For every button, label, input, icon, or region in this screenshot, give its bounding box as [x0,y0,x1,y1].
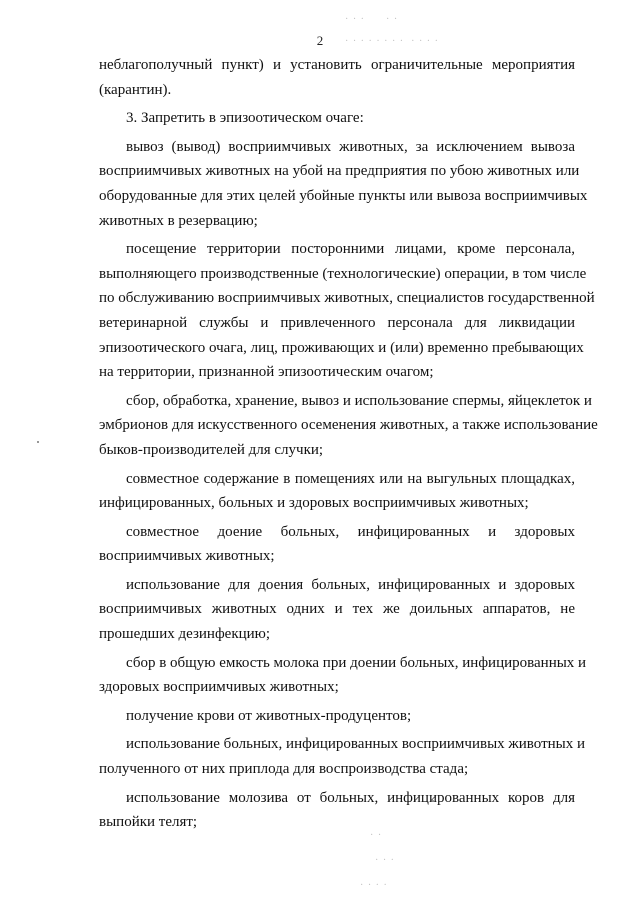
bleed-through-mark: · · · · [360,880,388,891]
text-line: вывоз (вывод) восприимчивых животных, за исключением вывоза [126,138,575,155]
speck [37,441,39,443]
text-line: неблагополучный пункт) и установить ограничительные мероприятия [99,57,575,73]
text-line: оборудованные для этих целей убойные пункты или вывоза восприимчивых [99,187,588,204]
text-line: использование больных, инфицированных восприимчивых животных и [126,736,586,753]
text-line: выпойки телят; [99,814,198,831]
text-line: использование для доения больных, инфицированных и здоровых [126,576,575,593]
text-line: 3. Запретить в эпизоотическом очаге: [126,110,364,127]
text-line: инфицированных, больных и здоровых восприимчивых животных; [99,495,529,512]
text-line: сбор в общую емкость молока при доении больных, инфицированных и [126,654,587,671]
text-line: прошедших дезинфекцию; [99,626,271,643]
text-line: восприимчивых животных одних и тех же доильных аппаратов, не [99,601,575,618]
text-line: полученного от них приплода для воспроизводства стада; [99,761,469,778]
text-line: (карантин). [99,81,172,98]
bleed-through-mark: · · · [375,855,395,866]
text-line: эмбрионов для искусственного осеменения животных, а также использование [99,417,598,434]
text-line: использование молозива от больных, инфицированных коров для [126,789,575,806]
text-line: эпизоотического очага, лиц, проживающих и (или) временно пребывающих [99,339,584,356]
text-line: восприимчивых животных; [99,548,275,565]
page-number: 2 [316,33,324,48]
bleed-through-mark: · · · · · [345,14,399,25]
text-line: животных в резервацию; [99,212,258,229]
bleed-through-mark: · · · · · · · · · · · · [345,36,439,47]
text-line: по обслуживанию восприимчивых животных, специалистов государственной [99,290,595,307]
document-body [99,53,598,835]
text-line: получение крови от животных-продуцентов; [126,707,412,724]
text-line: ветеринарной службы и привлеченного персонала для ликвидации [99,314,575,331]
text-line: совместное содержание в помещениях или на выгульных площадках, [126,470,575,487]
bleed-through-mark: · · [370,830,383,841]
text-line: совместное доение больных, инфицированных и здоровых [126,523,575,540]
text-line: посещение территории посторонними лицами, кроме персонала, [126,241,575,258]
text-line: здоровых восприимчивых животных; [99,679,339,696]
text-line: быков-производителей для случки; [99,441,324,458]
text-line: восприимчивых животных на убой на предприятия по убою животных или [99,163,580,180]
text-line: сбор, обработка, хранение, вывоз и использование спермы, яйцеклеток и [126,392,592,409]
text-line: выполняющего производственные (технологические) операции, в том числе [99,265,587,282]
text-line: на территории, признанной эпизоотическим очагом; [99,364,434,381]
